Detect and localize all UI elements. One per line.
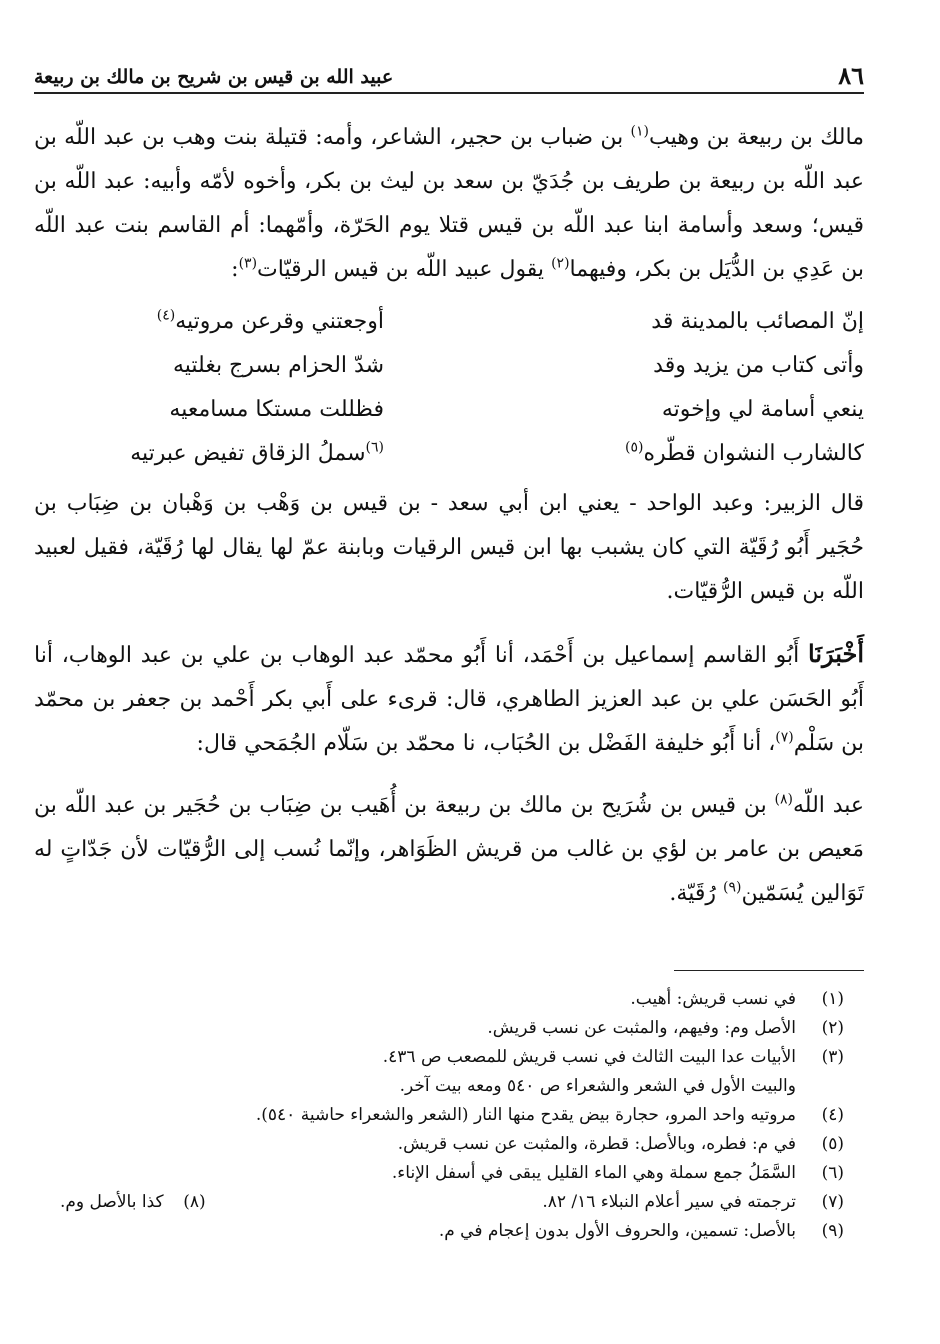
footnote [60, 1014, 844, 1043]
text-segment: : [231, 257, 239, 282]
footnote [60, 1159, 844, 1188]
poem [34, 300, 864, 476]
poem-verse [34, 344, 864, 388]
verse-second-hemistich [54, 432, 384, 476]
footnote-text: ترجمته في سير أعلام النبلاء ١٦/ ٨٢. [542, 1192, 796, 1212]
text-segment: عبد اللّه [792, 793, 865, 818]
footnote-pair-row [60, 1188, 796, 1217]
hemistich-text: كالشارب النشوان قطّره [643, 441, 864, 466]
footnote-inline [60, 1188, 206, 1217]
footnote-ref-1: (١) [630, 123, 649, 140]
footnote-number: (٨) [183, 1192, 206, 1212]
verse-first-hemistich: ينعي أسامة لي وإخوته [661, 397, 864, 422]
verse-second-hemistich: فظللت مستكا مسامعيه [169, 397, 384, 422]
footnote-ref-3: (٣) [238, 255, 258, 272]
verse-first-hemistich: إنّ المصائب بالمدينة قد [651, 309, 864, 334]
footnote-ref-8: (٨) [774, 791, 793, 808]
running-title: عبيد الله بن قيس بن شريح بن مالك بن ربيعة [34, 66, 394, 88]
footnote-text: الأبيات عدا البيت الثالث في نسب قريش للمصعب ص ٤٣٦. [382, 1047, 796, 1067]
footnote-ref-5: (٥) [625, 439, 644, 456]
footnote-number: (٣) [821, 1047, 844, 1067]
footnote-text: في م: فطره، وبالأصل: قطرة، والمثبت عن نسب قريش. [397, 1134, 796, 1154]
footnote-ref-7: (٧) [775, 729, 794, 746]
footnote-number: (٤) [821, 1105, 844, 1125]
text-segment: مالك بن ربيعة بن وهيب [648, 125, 864, 150]
footnote-number: (٩) [821, 1221, 844, 1241]
footnote-ref-2: (٢) [551, 255, 570, 272]
verse-second-hemistich: شدّ الحزام بسرج بغلتيه [172, 353, 384, 378]
footnotes [60, 985, 844, 1246]
poem-verse [34, 388, 864, 432]
paragraph-zubayr: قال الزبير: وعبد الواحد - يعني ابن أبي سعد - بن قيس بن وَهْب بن وَهْبان بن ضِبَاب بن حُجَير أَبُو رُقَيّة التي كان يشبب بها ابن قيس الرقيات وبابنة عمّ لها يقال لها رُقَيّة، فقيل لعبيد اللّه بن قيس الرُّقيّات. [34, 491, 864, 604]
footnote-text: مروتيه واحد المرو، حجارة بيض يقدح منها النار (الشعر والشعراء حاشية ٥٤٠). [255, 1105, 796, 1125]
paragraph-intro [34, 116, 864, 292]
footnote-text: كذا بالأصل وم. [60, 1192, 164, 1212]
footnote-text: السَّمَلُ جمع سملة وهي الماء القليل يبقى في أسفل الإناء. [391, 1163, 796, 1183]
footnote-text: بالأصل: تسمين، والحروف الأول بدون إعجام في م. [438, 1221, 796, 1241]
footnote-number: (٥) [821, 1134, 844, 1154]
hemistich-text: أوجعتني وقرعن مروتيه [175, 309, 384, 334]
text-segment: يقول عبيد اللّه بن قيس الرقيّات [257, 257, 552, 282]
page-number: ٨٦ [838, 61, 864, 90]
verse-first-hemistich: وأتى كتاب من يزيد وقد [653, 353, 864, 378]
main-text [34, 116, 864, 916]
akhbarana-lead: أَخْبَرَنَا [808, 639, 864, 668]
footnote-text: في نسب قريش: أهيب. [630, 989, 796, 1009]
footnote-ref-9: (٩) [722, 879, 742, 896]
paragraph-lineage [34, 784, 864, 916]
footnote-continuation: والبيت الأول في الشعر والشعراء ص ٥٤٠ ومعه بيت آخر. [399, 1076, 796, 1096]
verse-first-hemistich [534, 432, 864, 476]
footnote-number: (١) [821, 989, 844, 1009]
footnote-ref-6: (٦) [365, 439, 384, 456]
footnote-pair [60, 1188, 844, 1217]
text-segment: بن ضباب بن حجير، الشاعر، وأمه: قتيلة بنت وهب بن عبد اللّه بن عبد اللّه بن ربيعة بن طريف بن جُدَيّ بن سعد بن ليث بن بكر، وأخوه لأمّه وأبيه: عبد اللّه بن قيس؛ وسعد وأسامة ابنا عبد اللّه بن قيس قتلا يوم الحَرّة، وأمّهما: أم القاسم بنت عبد اللّه بن عَدِي بن الدُّيَل بن بكر، وفيهما [34, 125, 864, 282]
text-segment: بن قيس بن شُرَيح بن مالك بن ربيعة بن أُهَيب بن ضِبَاب بن حُجَير بن عبد اللّه بن مَعيص بن عامر بن لؤي بن غالب من قريش الظَوَاهر، وإنّما نُسب إلى الرُّقيّات لأن جَدّاتٍ له تَوَالين يُسَمّين [34, 793, 864, 906]
footnote-ref-4: (٤) [156, 307, 176, 324]
footnote [60, 1217, 844, 1246]
footnote-number: (٧) [821, 1192, 844, 1212]
page-header [34, 58, 864, 94]
footnote-divider [674, 970, 864, 971]
verse-second-hemistich [54, 300, 384, 344]
text-segment: ، أنا أَبُو خليفة الفَضْل بن الحُبَاب، نا محمّد بن سَلّام الجُمَحي قال: [196, 731, 776, 756]
footnote [60, 1043, 844, 1072]
footnote [60, 1101, 844, 1130]
footnote [60, 985, 844, 1014]
footnote-number: (٦) [821, 1163, 844, 1183]
footnote-text: الأصل وم: وفيهم، والمثبت عن نسب قريش. [487, 1018, 796, 1038]
poem-verse [34, 300, 864, 344]
text-segment: أَبُو القاسم إسماعيل بن أَحْمَد، أنا أَبُو محمّد عبد الوهاب بن علي بن عبد الوهاب، أنا أَبُو الحَسَن علي بن عبد العزيز الطاهري، قال: قرىء على أَبي بكر أَحْمد بن جعفر بن محمّد بن سَلْم [34, 643, 864, 756]
footnote [60, 1130, 844, 1159]
paragraph-isnad [34, 632, 864, 766]
footnote-number: (٢) [821, 1018, 844, 1038]
text-segment: رُقَيّة. [669, 881, 723, 906]
hemistich-text: سملُ الزقاق تفيض عبرتيه [130, 441, 366, 466]
poem-verse [34, 432, 864, 476]
